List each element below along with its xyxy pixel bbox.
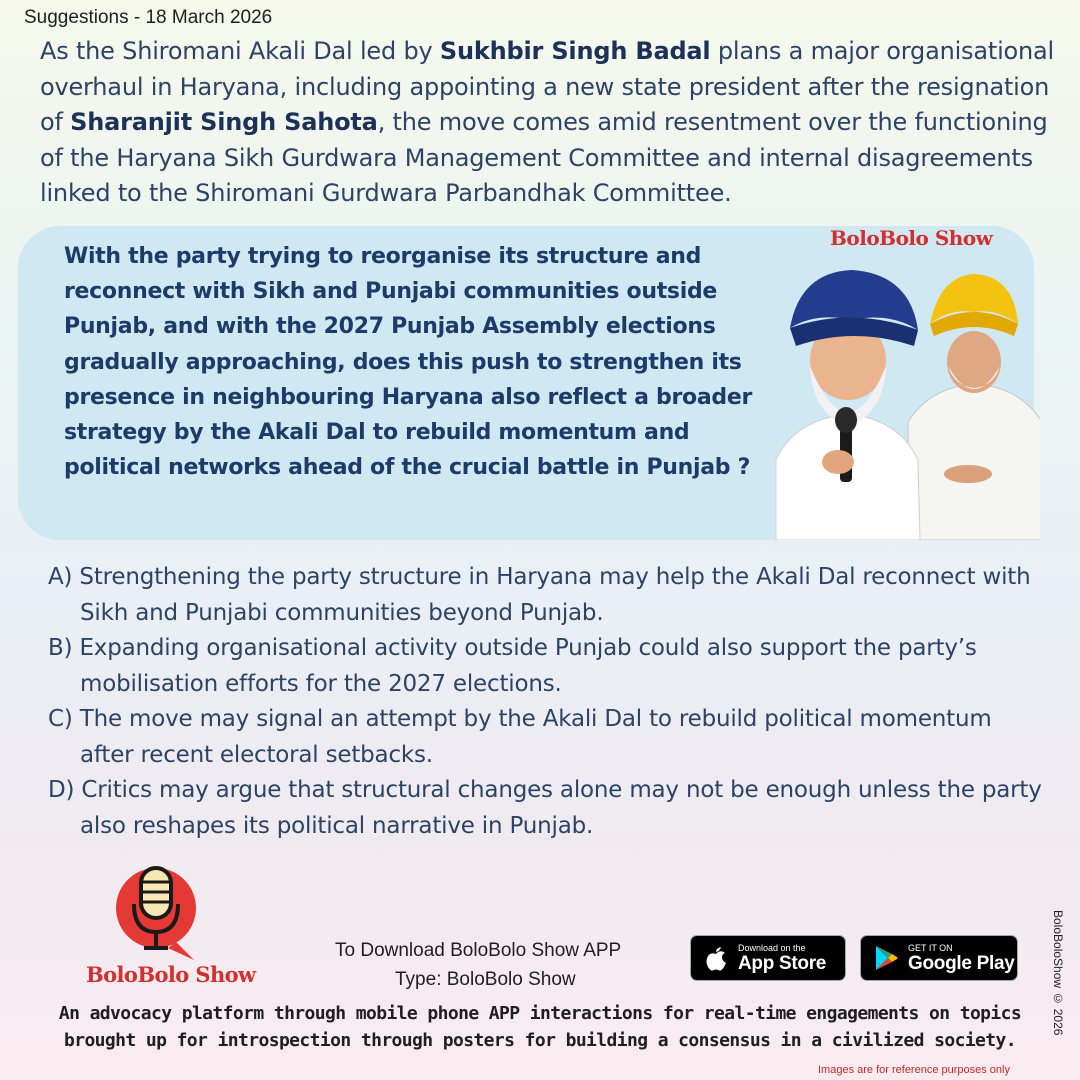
google-play-button[interactable]: GET IT ON Google Play xyxy=(860,935,1018,981)
option-d: D) Critics may argue that structural changes alone may not be enough unless the party also reshapes its political narrative in Punjab. xyxy=(48,777,1042,839)
platform-description: An advocacy platform through mobile phone APP interactions for real-time engagements on topics brought up for introspection through posters for building a consensus in a civilized society. xyxy=(58,1003,1022,1051)
app-store-button[interactable]: Download on the App Store xyxy=(690,935,846,981)
resigned-leader-name: Sharanjit Singh Sahota xyxy=(70,108,378,136)
leaders-illustration xyxy=(770,262,1040,540)
download-instruction: To Download BoloBolo Show APP xyxy=(335,940,622,961)
download-app-name: Type: BoloBolo Show xyxy=(395,969,576,990)
option-b: B) Expanding organisational activity outside Punjab could also support the party’s mobilisation efforts for the 2027 elections. xyxy=(48,635,977,697)
option-a: A) Strengthening the party structure in Haryana may help the Akali Dal reconnect with Sikh and Punjabi communities beyond Punjab. xyxy=(48,564,1031,626)
option-c: C) The move may signal an attempt by the Akali Dal to rebuild political momentum after recent electoral setbacks. xyxy=(48,706,992,768)
logo-name: BoloBolo Show xyxy=(86,962,256,987)
google-play-icon xyxy=(873,944,899,972)
options-list xyxy=(48,560,1048,844)
microphone-logo-icon xyxy=(110,862,206,962)
intro-paragraph: As the Shiromani Akali Dal led by Sukhbir Singh Badal plans a major organisational overhaul in Haryana, including appointing a new state president after the resignation of Sharanjit Singh Sahota, the move comes amid resentment over the functioning of the Haryana Sikh Gurdwara Management Committee and internal disagreements linked to the Shiromani Gurdwara Parbandhak Committee. xyxy=(40,37,1055,207)
question-text: With the party trying to reorganise its structure and reconnect with Sikh and Punjabi communities outside Punjab, and with the 2027 Punjab Assembly elections gradually approaching, does this push to strengthen its presence in neighbouring Haryana also reflect a broader strategy by the Akali Dal to rebuild momentum and political networks ahead of the crucial battle in Punjab ? xyxy=(64,244,753,481)
copyright-text: BoloBoloShow © 2026 xyxy=(1051,910,1065,1036)
image-disclaimer: Images are for reference purposes only xyxy=(818,1064,1010,1076)
date-label: Suggestions - 18 March 2026 xyxy=(24,7,273,28)
apple-icon xyxy=(703,944,729,972)
brand-watermark: BoloBolo Show xyxy=(830,226,993,250)
leader-name: Sukhbir Singh Badal xyxy=(439,37,711,65)
